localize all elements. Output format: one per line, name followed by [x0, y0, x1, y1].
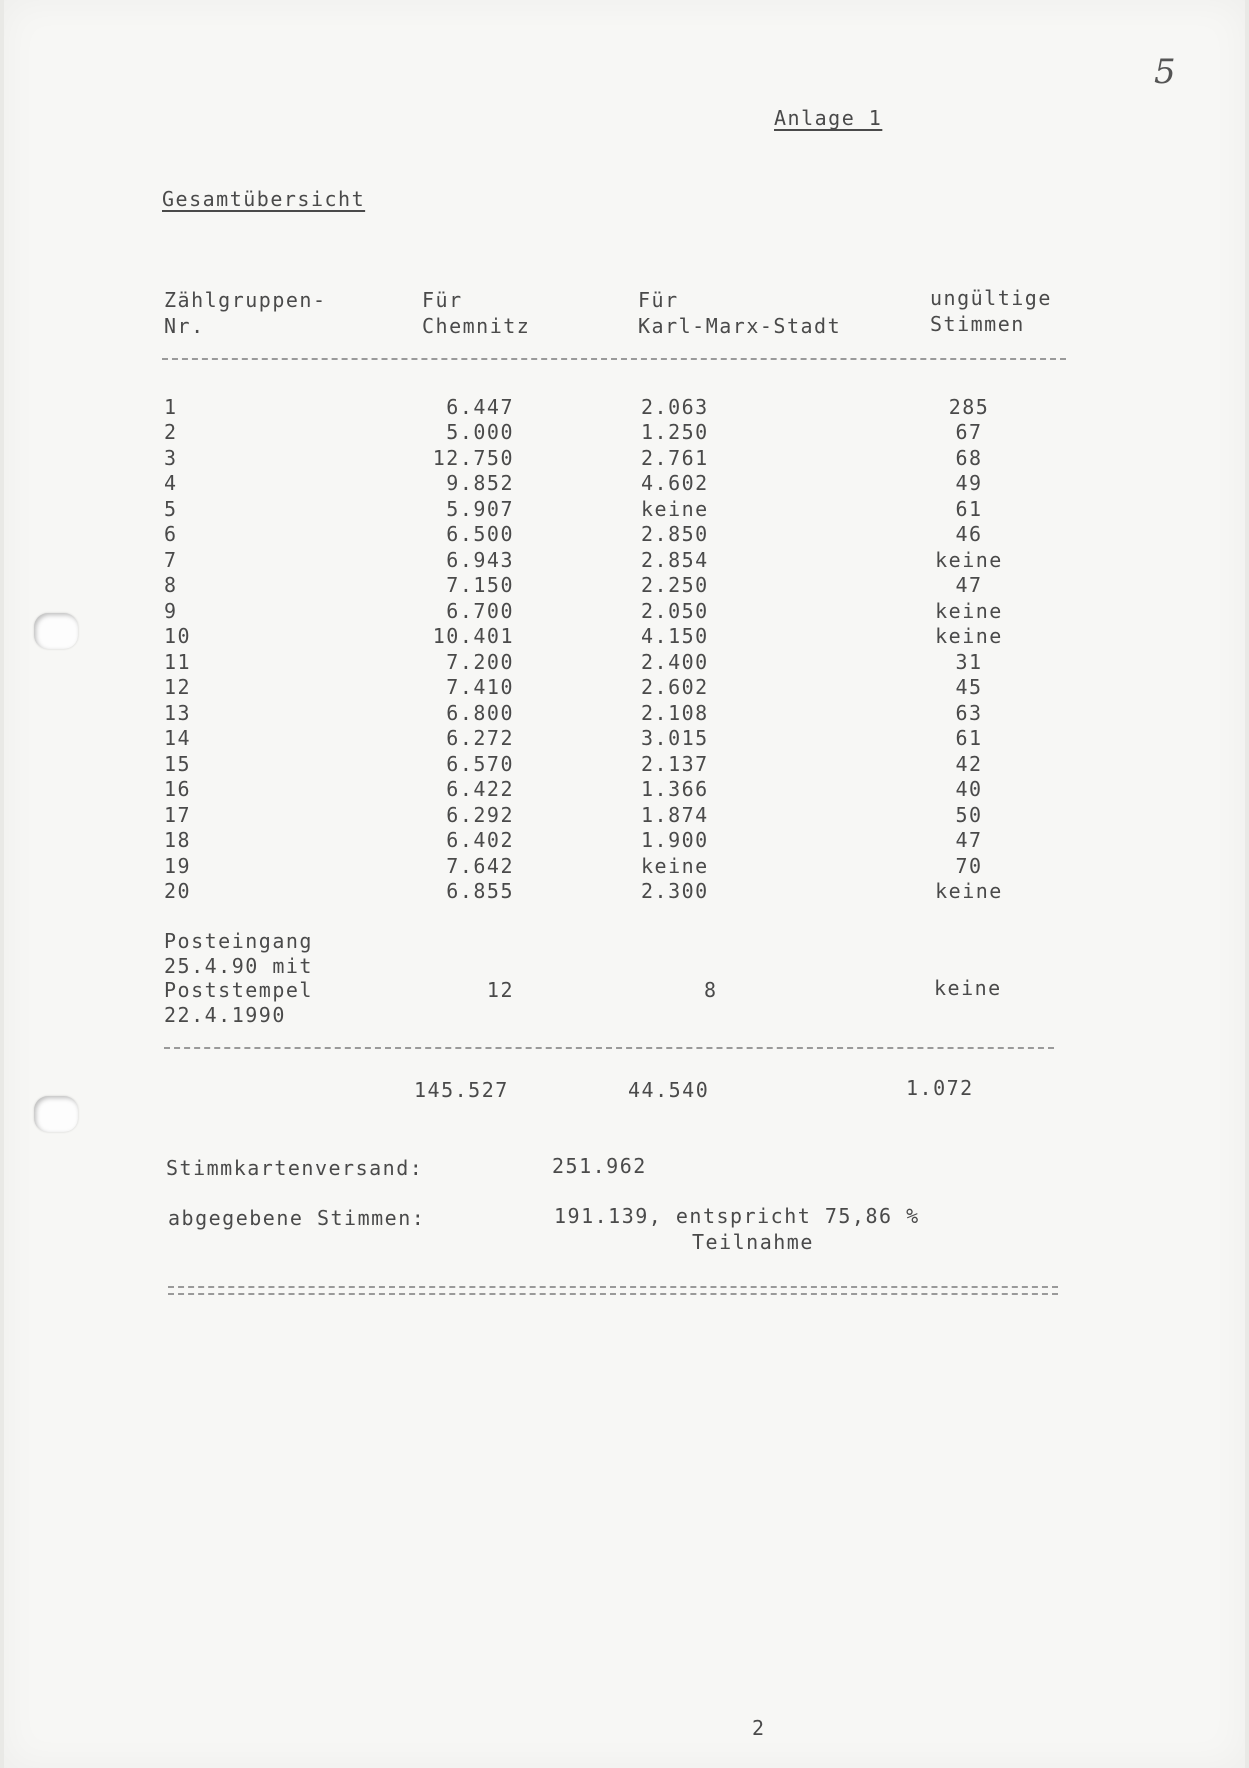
- row-kms: 2.137: [641, 752, 709, 776]
- row-kms: 2.063: [641, 395, 709, 419]
- table-row: [4, 650, 1245, 675]
- row-chemnitz: 6.292: [446, 803, 514, 827]
- table-row: [4, 803, 1245, 828]
- row-invalid: keine: [935, 624, 1003, 648]
- row-kms: 2.400: [641, 650, 709, 674]
- row-nr: 16: [164, 777, 192, 801]
- row-nr: 15: [164, 752, 192, 776]
- post-line-1: Posteingang: [164, 929, 313, 953]
- row-kms: keine: [641, 497, 709, 521]
- total-chemnitz: 145.527: [414, 1078, 509, 1102]
- row-nr: 4: [164, 471, 178, 495]
- row-chemnitz: 6.943: [446, 548, 514, 572]
- row-kms: 1.900: [641, 828, 709, 852]
- versand-value: 251.962: [552, 1154, 647, 1178]
- header-group-line2: Nr.: [164, 314, 205, 338]
- row-nr: 20: [164, 879, 192, 903]
- header-invalid-line2: Stimmen: [930, 312, 1025, 336]
- table-row: [4, 777, 1245, 802]
- row-invalid: 49: [955, 471, 983, 495]
- row-nr: 13: [164, 701, 192, 725]
- row-nr: 11: [164, 650, 192, 674]
- annex-label: Anlage 1: [774, 106, 883, 130]
- punch-hole: [34, 1096, 78, 1132]
- row-nr: 7: [164, 548, 178, 572]
- abgegeben-label: abgegebene Stimmen:: [168, 1206, 426, 1230]
- row-kms: 3.015: [641, 726, 709, 750]
- table-row: [4, 828, 1245, 853]
- row-chemnitz: 7.410: [446, 675, 514, 699]
- table-row: [4, 420, 1245, 445]
- row-invalid: 67: [955, 420, 983, 444]
- document-page: [4, 0, 1245, 1768]
- row-nr: 1: [164, 395, 178, 419]
- versand-label: Stimmkartenversand:: [166, 1156, 424, 1180]
- header-group-line1: Zählgruppen-: [164, 288, 327, 312]
- row-chemnitz: 6.800: [446, 701, 514, 725]
- row-chemnitz: 6.500: [446, 522, 514, 546]
- table-row: [4, 446, 1245, 471]
- row-chemnitz: 6.855: [446, 879, 514, 903]
- table-row: [4, 395, 1245, 420]
- row-invalid: 31: [955, 650, 983, 674]
- row-invalid: 61: [955, 726, 983, 750]
- page-number: 2: [752, 1716, 766, 1740]
- row-invalid: 68: [955, 446, 983, 470]
- row-chemnitz: 7.200: [446, 650, 514, 674]
- row-invalid: 47: [955, 573, 983, 597]
- row-nr: 9: [164, 599, 178, 623]
- table-row: [4, 573, 1245, 598]
- row-nr: 8: [164, 573, 178, 597]
- page-title: Gesamtübersicht: [162, 187, 366, 211]
- handwritten-page-mark: 5: [1154, 52, 1176, 92]
- table-row: [4, 701, 1245, 726]
- row-chemnitz: 10.401: [432, 624, 514, 648]
- row-chemnitz: 6.700: [446, 599, 514, 623]
- row-nr: 12: [164, 675, 192, 699]
- row-nr: 3: [164, 446, 178, 470]
- table-row: [4, 726, 1245, 751]
- abgegeben-suffix: Teilnahme: [692, 1230, 814, 1254]
- row-kms: 4.150: [641, 624, 709, 648]
- table-row: [4, 624, 1245, 649]
- header-chemnitz-line2: Chemnitz: [422, 314, 531, 338]
- header-invalid-line1: ungültige: [930, 286, 1052, 310]
- row-kms: 1.874: [641, 803, 709, 827]
- row-kms: 2.761: [641, 446, 709, 470]
- post-invalid: keine: [934, 976, 1002, 1000]
- totals-divider: [164, 1047, 1054, 1049]
- post-line-4: 22.4.1990: [164, 1003, 286, 1027]
- row-kms: 2.050: [641, 599, 709, 623]
- row-nr: 2: [164, 420, 178, 444]
- row-nr: 6: [164, 522, 178, 546]
- closing-double-rule: [168, 1286, 1058, 1295]
- row-chemnitz: 9.852: [446, 471, 514, 495]
- row-invalid: 285: [948, 395, 990, 419]
- row-invalid: keine: [935, 879, 1003, 903]
- row-chemnitz: 6.422: [446, 777, 514, 801]
- table-row: [4, 675, 1245, 700]
- table-row: [4, 522, 1245, 547]
- row-chemnitz: 7.150: [446, 573, 514, 597]
- row-chemnitz: 6.272: [446, 726, 514, 750]
- row-kms: 2.108: [641, 701, 709, 725]
- row-kms: 2.300: [641, 879, 709, 903]
- row-invalid: keine: [935, 599, 1003, 623]
- post-kms: 8: [704, 978, 718, 1002]
- table-row: [4, 497, 1245, 522]
- header-kms-line2: Karl-Marx-Stadt: [638, 314, 842, 338]
- row-nr: 5: [164, 497, 178, 521]
- header-kms-line1: Für: [638, 288, 679, 312]
- table-row: [4, 599, 1245, 624]
- table-row: [4, 879, 1245, 904]
- row-nr: 18: [164, 828, 192, 852]
- row-chemnitz: 5.000: [446, 420, 514, 444]
- table-row: [4, 854, 1245, 879]
- abgegeben-value: 191.139, entspricht 75,86 %: [554, 1204, 920, 1228]
- punch-hole: [34, 613, 78, 649]
- row-invalid: 63: [955, 701, 983, 725]
- row-kms: 2.602: [641, 675, 709, 699]
- row-invalid: 61: [955, 497, 983, 521]
- row-invalid: 42: [955, 752, 983, 776]
- row-chemnitz: 12.750: [432, 446, 514, 470]
- post-line-3: Poststempel: [164, 978, 313, 1002]
- row-kms: 2.850: [641, 522, 709, 546]
- post-line-2: 25.4.90 mit: [164, 954, 313, 978]
- row-chemnitz: 6.570: [446, 752, 514, 776]
- row-kms: 1.250: [641, 420, 709, 444]
- header-chemnitz-line1: Für: [422, 288, 463, 312]
- row-chemnitz: 5.907: [446, 497, 514, 521]
- row-chemnitz: 6.402: [446, 828, 514, 852]
- table-row: [4, 471, 1245, 496]
- row-invalid: 70: [955, 854, 983, 878]
- row-chemnitz: 7.642: [446, 854, 514, 878]
- row-kms: 4.602: [641, 471, 709, 495]
- row-invalid: keine: [935, 548, 1003, 572]
- row-invalid: 46: [955, 522, 983, 546]
- table-row: [4, 548, 1245, 573]
- header-divider: [162, 358, 1066, 360]
- row-nr: 14: [164, 726, 192, 750]
- row-kms: keine: [641, 854, 709, 878]
- post-chemnitz: 12: [486, 978, 514, 1002]
- row-kms: 1.366: [641, 777, 709, 801]
- row-invalid: 50: [955, 803, 983, 827]
- row-kms: 2.854: [641, 548, 709, 572]
- row-invalid: 40: [955, 777, 983, 801]
- table-row: [4, 752, 1245, 777]
- total-kms: 44.540: [628, 1078, 710, 1102]
- row-nr: 10: [164, 624, 192, 648]
- row-invalid: 47: [955, 828, 983, 852]
- row-invalid: 45: [955, 675, 983, 699]
- total-invalid: 1.072: [906, 1076, 974, 1100]
- row-nr: 17: [164, 803, 192, 827]
- row-kms: 2.250: [641, 573, 709, 597]
- row-nr: 19: [164, 854, 192, 878]
- row-chemnitz: 6.447: [446, 395, 514, 419]
